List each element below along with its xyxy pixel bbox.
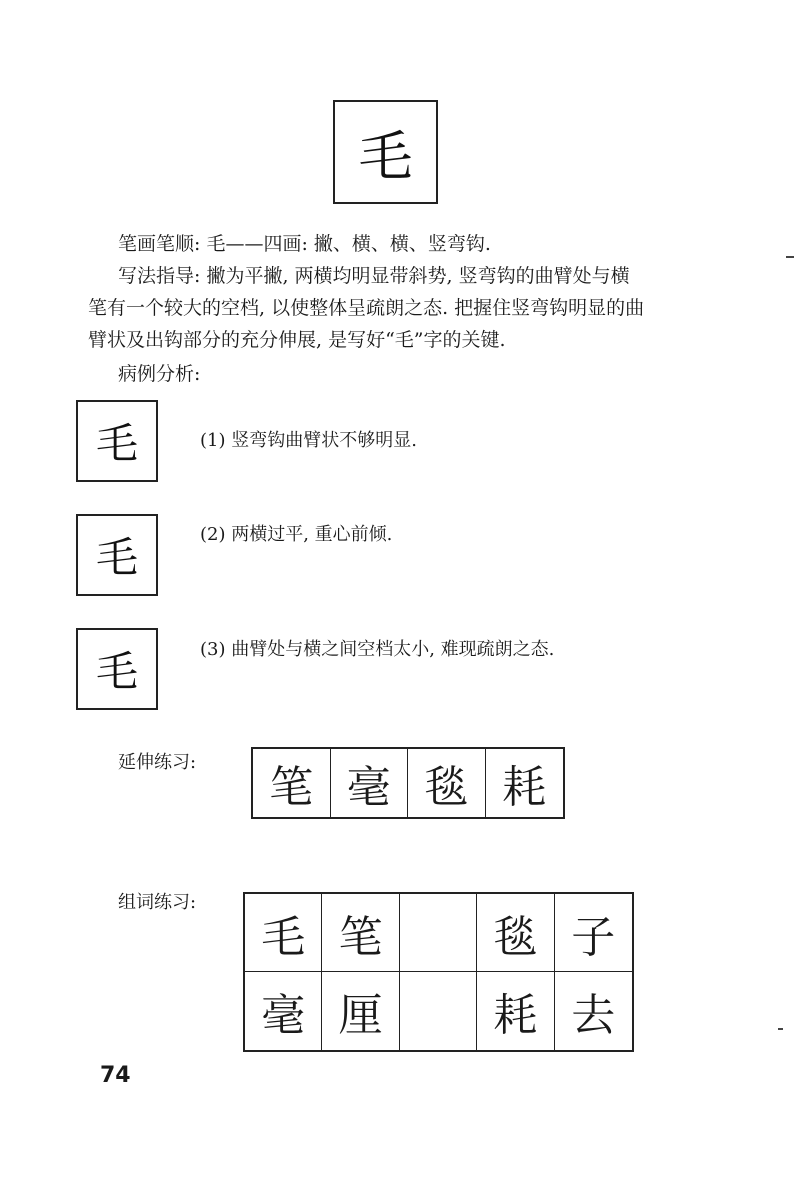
example-1-caption: (1) 竖弯钩曲臂状不够明显. [200,430,417,451]
word-cell: 耗 [477,972,554,1050]
stroke-order-text: 笔画笔顺: 毛——四画: 撇、横、横、竖弯钩. [118,233,491,255]
word-cell-empty [400,972,477,1050]
error-analysis-title: 病例分析: [118,363,201,385]
example-2-box [76,514,158,596]
guide-line-3: 臂状及出钩部分的充分伸展, 是写好“毛”字的关键. [88,329,506,351]
guide-line-2: 笔有一个较大的空档, 以使整体呈疏朗之态. 把握住竖弯钩明显的曲 [88,297,645,319]
main-character-box [333,100,438,204]
word-cell: 毫 [245,972,322,1050]
extension-cell: 笔 [253,749,331,817]
example-3-char: 毛 [95,647,138,696]
word-cell-empty [400,894,477,972]
extension-label: 延伸练习: [118,752,197,773]
extension-cell: 毯 [408,749,486,817]
word-cell: 毯 [477,894,554,972]
word-cell: 子 [555,894,632,972]
example-1-box [76,400,158,482]
word-practice-grid [243,892,634,1052]
example-3-box [76,628,158,710]
scan-mark [786,256,794,258]
example-2-caption: (2) 两横过平, 重心前倾. [200,524,393,545]
main-character: 毛 [358,124,413,188]
extension-cell: 毫 [331,749,409,817]
extension-cell: 耗 [502,762,547,813]
word-cell: 去 [571,990,616,1041]
word-cell: 笔 [322,894,399,972]
example-2-char: 毛 [95,533,138,582]
extension-grid [251,747,565,819]
scan-mark [778,1028,783,1030]
example-3-caption: (3) 曲臂处与横之间空档太小, 难现疏朗之态. [200,639,555,660]
word-cell: 厘 [322,972,399,1050]
page-number: 74 [100,1063,131,1088]
guide-line-1: 写法指导: 撇为平撇, 两横均明显带斜势, 竖弯钩的曲臂处与横 [118,265,630,287]
word-cell: 毛 [245,894,322,972]
word-practice-label: 组词练习: [118,892,197,913]
example-1-char: 毛 [95,419,138,468]
